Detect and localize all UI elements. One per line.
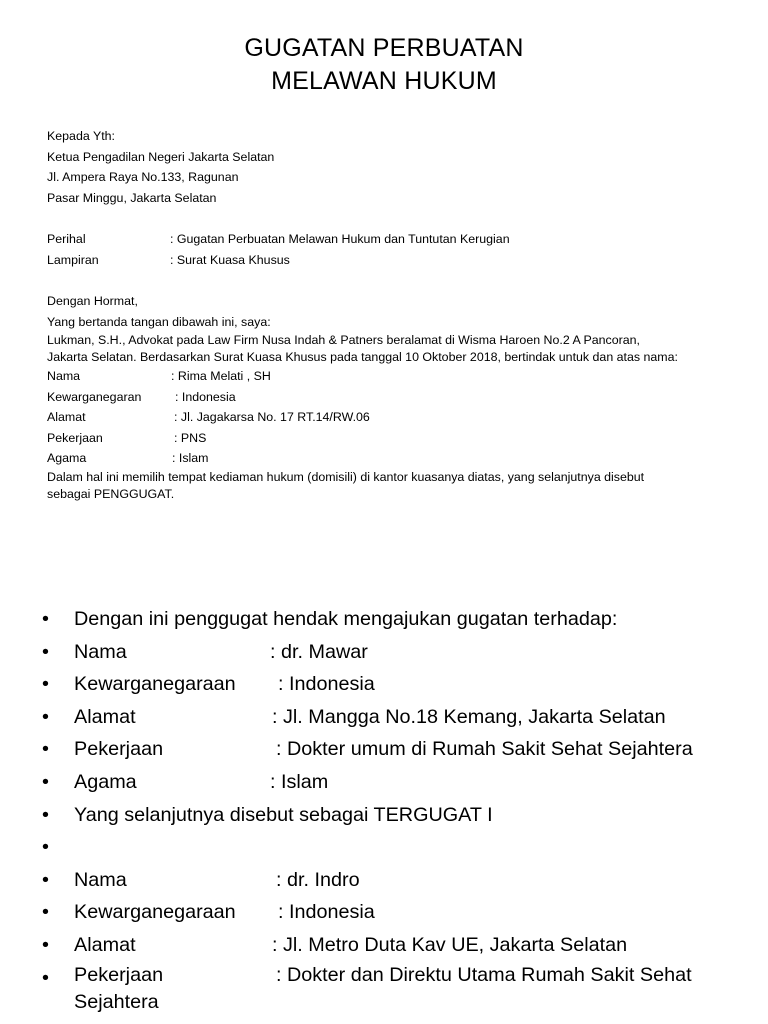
plaintiff-row bbox=[47, 366, 737, 387]
defendant1-value: : dr. Mawar bbox=[270, 640, 368, 663]
defendant2-job-value: : Dokter dan Direktu Utama Rumah Sakit Sehat bbox=[276, 963, 692, 986]
bullet-text: Dengan ini penggugat hendak mengajukan gugatan terhadap: bbox=[74, 608, 618, 630]
defendant1-value: : Indonesia bbox=[278, 673, 375, 696]
attorney-line: Lukman, S.H., Advokat pada Law Firm Nusa Indah & Patners beralamat di Wisma Haroen No.2 A Pancoran, bbox=[47, 333, 640, 347]
closing-line: Dalam hal ini memilih tempat kediaman hukum (domisili) di kantor kuasanya diatas, yang selanjutnya disebut bbox=[47, 469, 645, 484]
bullet-item bbox=[42, 668, 742, 701]
bullet-item-empty bbox=[42, 831, 742, 864]
address-greeting: Kepada Yth: bbox=[47, 129, 115, 143]
bullet-item bbox=[42, 799, 742, 832]
bullet-icon: • bbox=[42, 803, 49, 826]
defendant1-label: Alamat bbox=[74, 705, 136, 728]
attorney-line-2: Jakarta Selatan. Berdasarkan Surat Kuasa Khusus pada tanggal 10 Oktober 2018, bertindak untuk dan atas nama: bbox=[47, 350, 678, 364]
spacer bbox=[47, 270, 737, 291]
bullet-item bbox=[42, 636, 742, 669]
defendant2-value: : Jl. Metro Duta Kav UE, Jakarta Selatan bbox=[272, 933, 628, 956]
bullet-item bbox=[42, 962, 742, 1014]
bullet-icon: • bbox=[42, 738, 49, 761]
defendant1-label: Nama bbox=[74, 640, 127, 663]
bullet-list bbox=[42, 603, 742, 1014]
bullet-icon: • bbox=[42, 770, 49, 793]
defendant1-label: Agama bbox=[74, 770, 137, 793]
defendant1-value: : Islam bbox=[270, 770, 329, 793]
perihal-label: Perihal bbox=[47, 232, 86, 246]
plaintiff-value: : Rima Melati , SH bbox=[171, 369, 271, 383]
defendant2-value: : Indonesia bbox=[278, 901, 375, 924]
closing-line-2: sebagai PENGGUGAT. bbox=[47, 486, 175, 501]
plaintiff-row bbox=[47, 428, 737, 449]
defendant2-label: Nama bbox=[74, 868, 127, 891]
lampiran-label: Lampiran bbox=[47, 252, 99, 267]
defendant2-job-value-cont: Sejahtera bbox=[74, 990, 159, 1013]
lampiran-value: : Surat Kuasa Khusus bbox=[170, 252, 290, 267]
title-line-1: GUGATAN PERBUATAN bbox=[244, 34, 524, 62]
plaintiff-label: Nama bbox=[47, 369, 81, 383]
salutation: Dengan Hormat, bbox=[47, 294, 138, 308]
bullet-icon: • bbox=[42, 705, 49, 728]
defendant1-value: : Jl. Mangga No.18 Kemang, Jakarta Selatan bbox=[272, 705, 666, 728]
plaintiff-label: Alamat bbox=[47, 410, 86, 424]
bullet-icon: • bbox=[42, 836, 49, 859]
document-title bbox=[0, 32, 768, 98]
defendant2-label: Alamat bbox=[74, 933, 136, 956]
plaintiff-value: : Indonesia bbox=[175, 389, 236, 404]
subject-lampiran bbox=[47, 250, 737, 271]
defendant2-value: : dr. Indro bbox=[276, 868, 360, 891]
address-street: Jl. Ampera Raya No.133, Ragunan bbox=[47, 170, 239, 184]
defendant1-note: Yang selanjutnya disebut sebagai TERGUGAT I bbox=[74, 803, 493, 826]
bullet-item bbox=[42, 701, 742, 734]
intro-line: Yang bertanda tangan dibawah ini, saya: bbox=[47, 314, 271, 329]
defendant1-label: Pekerjaan bbox=[74, 738, 164, 761]
defendant1-label: Kewarganegaraan bbox=[74, 673, 236, 696]
defendant2-job-label: Pekerjaan bbox=[74, 963, 164, 986]
address-city: Pasar Minggu, Jakarta Selatan bbox=[47, 190, 217, 205]
bullet-icon: • bbox=[42, 933, 49, 956]
defendant1-value: : Dokter umum di Rumah Sakit Sehat Sejahtera bbox=[276, 738, 693, 761]
perihal-value: : Gugatan Perbuatan Melawan Hukum dan Tuntutan Kerugian bbox=[170, 232, 510, 246]
title-line-2: MELAWAN HUKUM bbox=[271, 67, 497, 95]
plaintiff-label: Agama bbox=[47, 451, 87, 465]
bullet-icon: • bbox=[42, 608, 49, 630]
plaintiff-row bbox=[47, 448, 737, 469]
plaintiff-value: : Jl. Jagakarsa No. 17 RT.14/RW.06 bbox=[174, 410, 370, 424]
bullet-icon: • bbox=[42, 901, 49, 924]
address-recipient: Ketua Pengadilan Negeri Jakarta Selatan bbox=[47, 149, 275, 164]
spacer bbox=[47, 208, 737, 229]
bullet-icon: • bbox=[42, 673, 49, 696]
plaintiff-value: : Islam bbox=[172, 451, 209, 465]
plaintiff-value: : PNS bbox=[174, 430, 207, 445]
bullet-item bbox=[42, 896, 742, 929]
bullet-item bbox=[42, 733, 742, 766]
defendant2-label: Kewarganegaraan bbox=[74, 901, 236, 924]
plaintiff-label: Pekerjaan bbox=[47, 430, 103, 445]
subject-perihal bbox=[47, 229, 737, 250]
bullet-icon: • bbox=[42, 868, 49, 891]
bullet-item bbox=[42, 603, 742, 636]
bullet-item bbox=[42, 864, 742, 897]
bullet-item bbox=[42, 766, 742, 799]
plaintiff-row bbox=[47, 407, 737, 428]
letter-body bbox=[47, 126, 737, 503]
plaintiff-label: Kewarganegaran bbox=[47, 389, 142, 404]
bullet-item bbox=[42, 929, 742, 962]
bullet-icon: • bbox=[42, 640, 49, 663]
plaintiff-row bbox=[47, 387, 737, 408]
bullet-icon: • bbox=[42, 966, 49, 989]
